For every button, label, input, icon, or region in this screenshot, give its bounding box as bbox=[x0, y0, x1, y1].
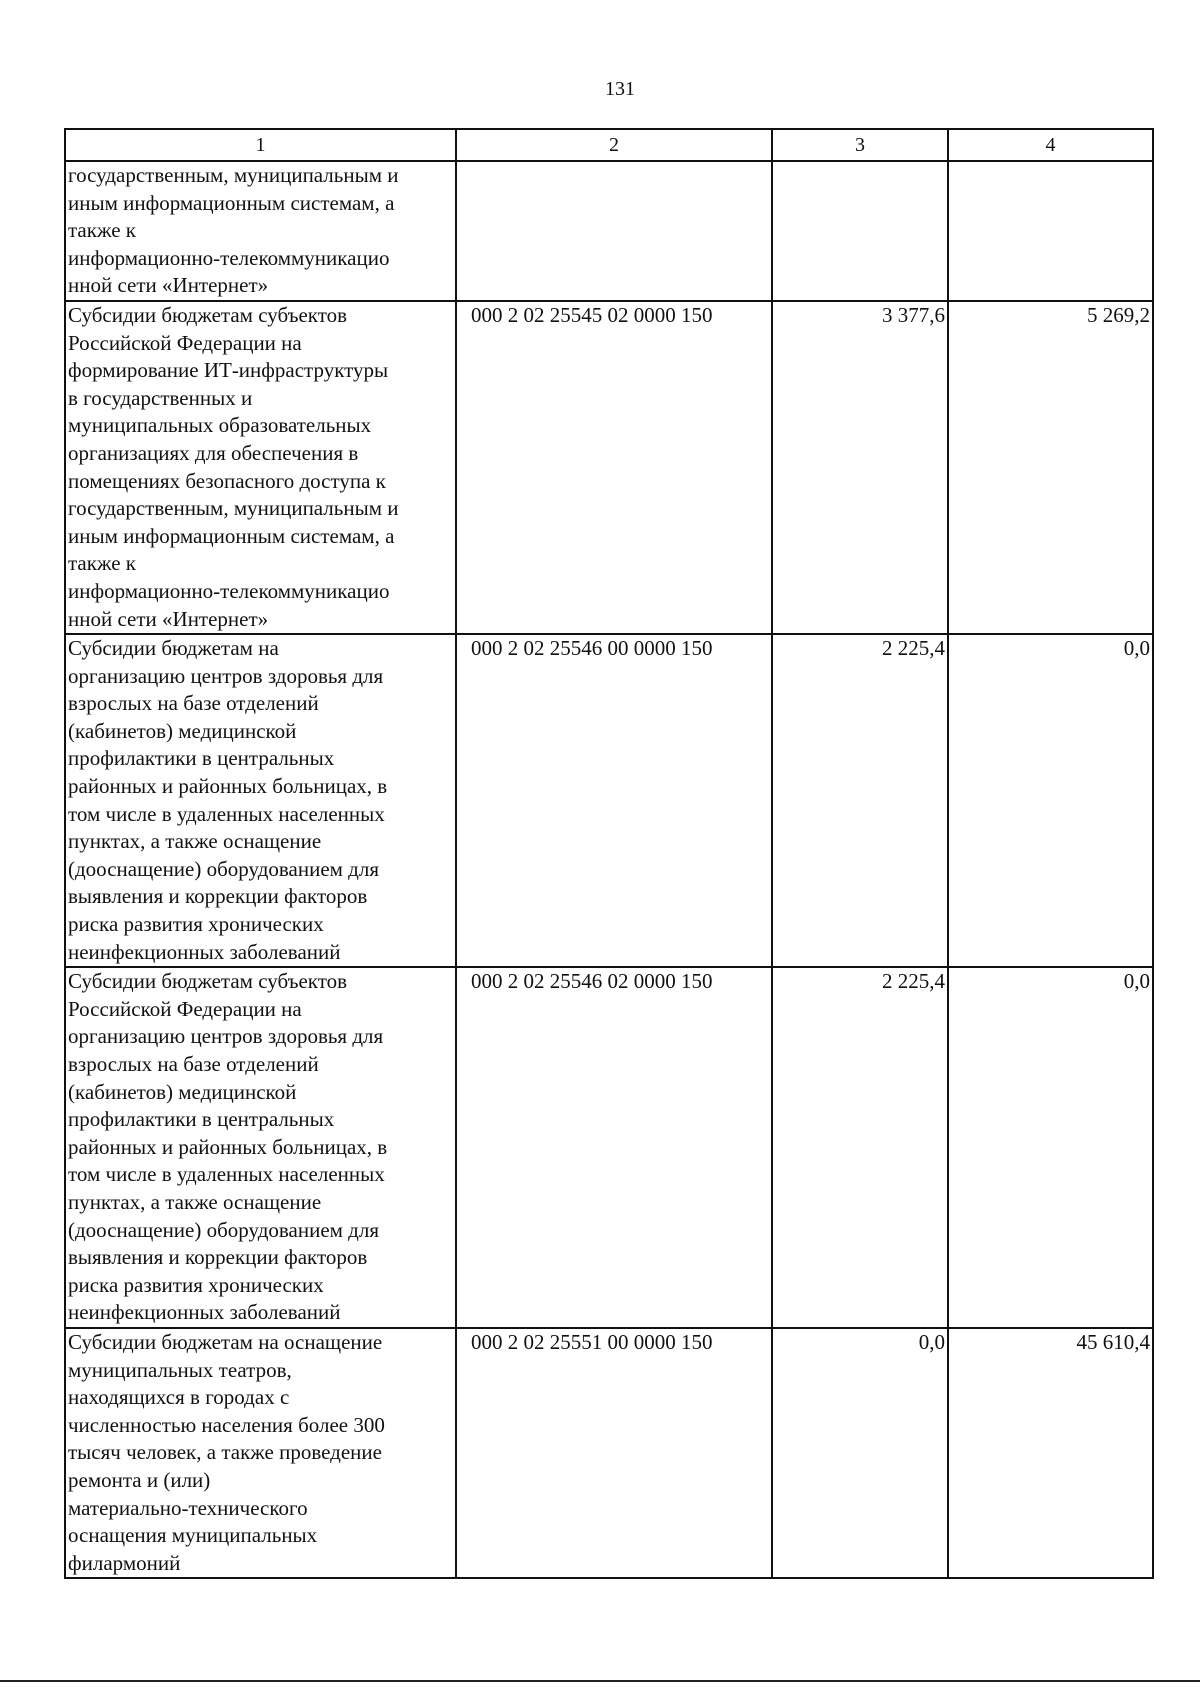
row-name: Субсидии бюджетам субъектов Российской Федерации на организацию центров здоровья для взрослых на базе отделений (кабинетов) медицинской профилактики в центральных районных и районных больницах, в том числе в удаленных населенных пунктах, а также оснащение (дооснащение) оборудованием для выявления и коррекции факторов риска развития хронических неинфекционных заболеваний bbox=[65, 967, 456, 1328]
row-value-4: 45 610,4 bbox=[948, 1328, 1153, 1578]
row-value-3: 0,0 bbox=[772, 1328, 948, 1578]
row-name: Субсидии бюджетам субъектов Российской Федерации на формирование ИТ-инфраструктуры в государственных и муниципальных образовательных организациях для обеспечения в помещениях безопасного доступа к государственным, муниципальным и иным информационным системам, а также к информационно-телекоммуникацио нной сети «Интернет» bbox=[65, 301, 456, 634]
row-name: Субсидии бюджетам на оснащение муниципальных театров, находящихся в городах с численностью населения более 300 тысяч человек, а также проведение ремонта и (или) материально-технического оснащения муниципальных филармоний bbox=[65, 1328, 456, 1578]
table-row bbox=[65, 634, 1153, 967]
header-col-2: 2 bbox=[456, 129, 772, 161]
row-name: Субсидии бюджетам на организацию центров здоровья для взрослых на базе отделений (кабинетов) медицинской профилактики в центральных районных и районных больницах, в том числе в удаленных населенных пунктах, а также оснащение (дооснащение) оборудованием для выявления и коррекции факторов риска развития хронических неинфекционных заболеваний bbox=[65, 634, 456, 967]
row-code bbox=[456, 161, 772, 301]
row-code: 000 2 02 25545 02 0000 150 bbox=[456, 301, 772, 634]
row-code: 000 2 02 25546 02 0000 150 bbox=[456, 967, 772, 1328]
page-number: 131 bbox=[605, 78, 635, 100]
row-value-3: 2 225,4 bbox=[772, 967, 948, 1328]
table-row bbox=[65, 967, 1153, 1328]
table-row bbox=[65, 301, 1153, 634]
row-value-4: 0,0 bbox=[948, 967, 1153, 1328]
row-value-4 bbox=[948, 161, 1153, 301]
header-col-3: 3 bbox=[772, 129, 948, 161]
row-name: государственным, муниципальным и иным информационным системам, а также к информационно-телекоммуникацио нной сети «Интернет» bbox=[65, 161, 456, 301]
row-code: 000 2 02 25551 00 0000 150 bbox=[456, 1328, 772, 1578]
table-row bbox=[65, 161, 1153, 301]
header-col-4: 4 bbox=[948, 129, 1153, 161]
header-col-1: 1 bbox=[65, 129, 456, 161]
row-value-4: 0,0 bbox=[948, 634, 1153, 967]
bottom-divider bbox=[0, 1680, 1200, 1682]
row-value-4: 5 269,2 bbox=[948, 301, 1153, 634]
row-value-3: 2 225,4 bbox=[772, 634, 948, 967]
row-value-3: 3 377,6 bbox=[772, 301, 948, 634]
budget-table bbox=[64, 128, 1154, 1579]
row-code: 000 2 02 25546 00 0000 150 bbox=[456, 634, 772, 967]
table-row bbox=[65, 1328, 1153, 1578]
table-header-row bbox=[65, 129, 1153, 161]
row-value-3 bbox=[772, 161, 948, 301]
